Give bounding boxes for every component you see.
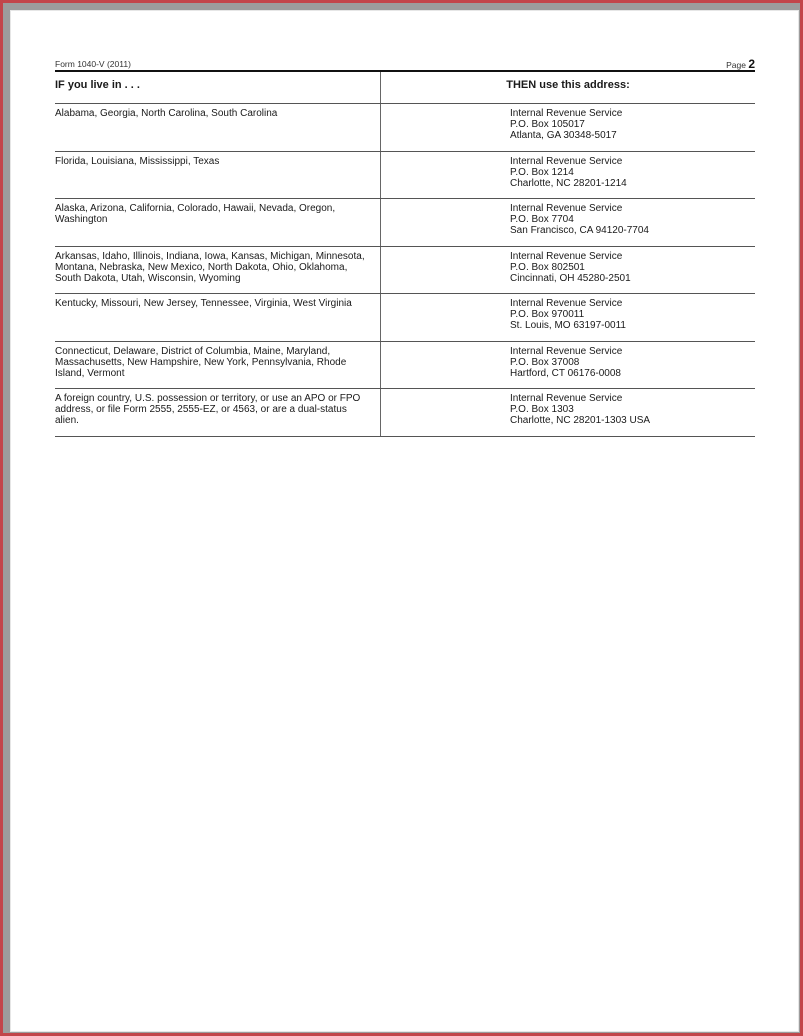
address-line: P.O. Box 1303 <box>510 404 574 415</box>
table-row <box>55 104 755 152</box>
address-line: P.O. Box 802501 <box>510 261 585 273</box>
address-line: Atlanta, GA 30348-5017 <box>510 130 617 141</box>
address-line: Cincinnati, OH 45280-2501 <box>510 272 631 284</box>
address-line: Internal Revenue Service <box>510 250 623 262</box>
form-name: Form 1040-V (2011) <box>55 59 131 69</box>
address-line: P.O. Box 105017 <box>510 119 585 130</box>
address-line: Hartford, CT 06176-0008 <box>510 367 621 379</box>
address-cell <box>381 247 755 294</box>
address-line: P.O. Box 1214 <box>510 166 574 178</box>
page-label: Page <box>726 60 746 70</box>
address-cell <box>381 152 755 199</box>
address-line: Internal Revenue Service <box>510 345 623 357</box>
address-line: P.O. Box 7704 <box>510 214 574 225</box>
address-line: P.O. Box 37008 <box>510 356 580 368</box>
states-cell: A foreign country, U.S. possession or territory, or use an APO or FPO address, or file Form 2555, 2555-EZ, or 4563, or are a dual-status alien. <box>55 389 381 436</box>
table-header <box>55 72 755 104</box>
states-cell: Alaska, Arizona, California, Colorado, Hawaii, Nevada, Oregon, Washington <box>55 199 381 246</box>
address-line: San Francisco, CA 94120-7704 <box>510 225 649 236</box>
address-cell <box>381 294 755 341</box>
address-line: P.O. Box 970011 <box>510 309 585 320</box>
states-cell: Kentucky, Missouri, New Jersey, Tennessee, Virginia, West Virginia <box>55 294 381 341</box>
address-line: Internal Revenue Service <box>510 393 623 404</box>
header-then-use-address: THEN use this address: <box>506 79 630 91</box>
table-row <box>55 389 755 437</box>
address-line: Internal Revenue Service <box>510 155 623 167</box>
address-line: Internal Revenue Service <box>510 108 623 119</box>
address-cell <box>381 104 755 151</box>
address-line: Internal Revenue Service <box>510 203 623 214</box>
states-cell: Alabama, Georgia, North Carolina, South Carolina <box>55 104 381 151</box>
address-line: St. Louis, MO 63197-0011 <box>510 320 626 331</box>
table-row <box>55 342 755 390</box>
address-line: Internal Revenue Service <box>510 298 623 309</box>
table-row <box>55 152 755 200</box>
table-row <box>55 199 755 247</box>
address-table <box>55 70 755 437</box>
page-indicator <box>726 57 755 71</box>
states-cell: Florida, Louisiana, Mississippi, Texas <box>55 152 381 199</box>
address-cell <box>381 342 755 389</box>
address-cell <box>381 199 755 246</box>
header-if-you-live-in: IF you live in . . . <box>55 72 381 103</box>
address-line: Charlotte, NC 28201-1303 USA <box>510 415 651 426</box>
address-cell <box>381 389 755 436</box>
document-page <box>10 10 799 1032</box>
states-cell: Connecticut, Delaware, District of Columbia, Maine, Maryland, Massachusetts, New Hampshire, New York, Pennsylvania, Rhode Island, Vermont <box>55 342 381 389</box>
states-cell: Arkansas, Idaho, Illinois, Indiana, Iowa, Kansas, Michigan, Minnesota, Montana, Nebraska, New Mexico, North Dakota, Ohio, Oklahoma, South Dakota, Utah, Wisconsin, Wyoming <box>55 247 381 294</box>
table-row <box>55 294 755 342</box>
page-number: 2 <box>748 57 755 71</box>
address-line: Charlotte, NC 28201-1214 <box>510 177 627 189</box>
table-row <box>55 247 755 295</box>
